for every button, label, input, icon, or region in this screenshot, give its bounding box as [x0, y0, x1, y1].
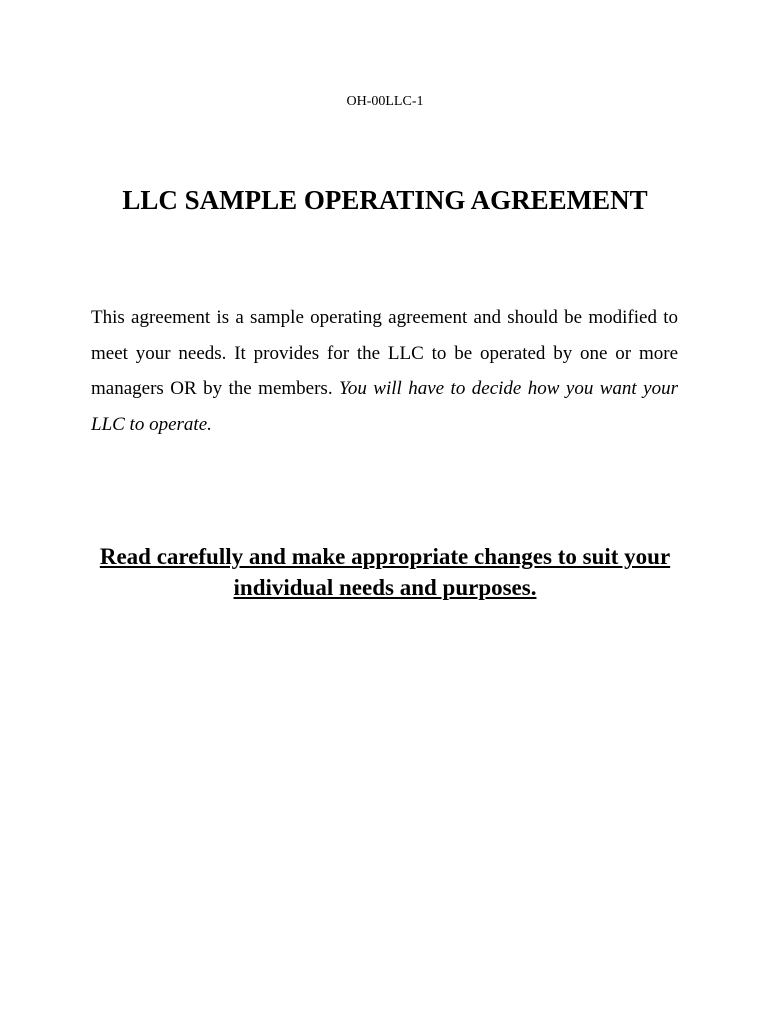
document-code: OH-00LLC-1 [346, 94, 424, 109]
intro-italic-text: You will have to decide how you want your LLC to operate. [91, 378, 678, 435]
intro-regular-text: This agreement is a sample operating agreement and should be modified to meet your needs. It provides for the LLC to be operated by one or more managers OR by the members. [91, 307, 678, 399]
notice-heading: Read carefully and make appropriate changes to suit your individual needs and purposes. [99, 544, 671, 600]
intro-paragraph [91, 300, 678, 442]
document-title: LLC SAMPLE OPERATING AGREEMENT [122, 185, 648, 215]
